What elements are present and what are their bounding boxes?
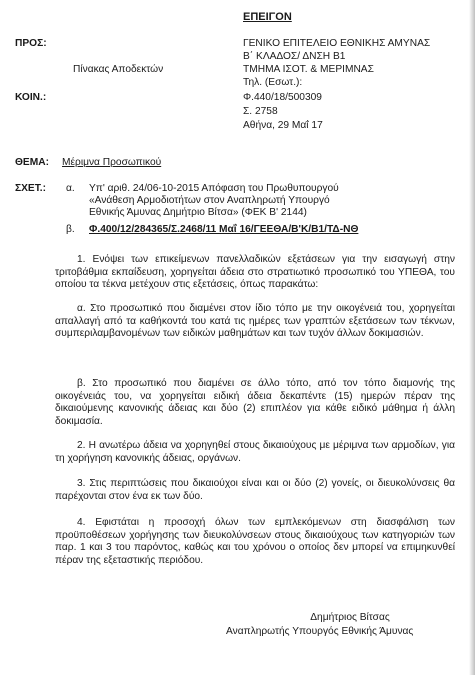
subject-text: Μέριμνα Προσωπικού — [62, 157, 162, 168]
ref-number: Φ.440/18/500309 — [243, 92, 322, 103]
cc-label: ΚΟΙΝ.: — [15, 92, 47, 103]
paragraph-1b: β. Στο προσωπικό που διαμένει σε άλλο τόπο, από τον τόπο διαμονής της οικογένειάς του, να χορηγείται ειδική άδεια δεκαπέντε (15) ημερών πέραν της δικαιούμενης κανονικής άδειας και δύο (2) επιπλέον για κάθε ειδικό μάθημα ή άλλη δοκιμασία. — [55, 378, 455, 427]
scan-edge-shadow — [469, 0, 475, 675]
reference-b-line-1: Φ.400/12/284365/Σ.2468/11 Μαΐ 16/ΓΕΕΘΑ/Β'Κ/Β1/ΤΔ-ΝΘ — [89, 224, 359, 235]
to-line-3: ΤΜΗΜΑ ΙΣΟΤ. & ΜΕΡΙΜΝΑΣ — [243, 64, 374, 75]
ref-sub-number: Σ. 2758 — [243, 106, 278, 117]
to-line-2: Β΄ ΚΛΑΔΟΣ/ ΔΝΣΗ Β1 — [243, 51, 346, 62]
recipients-table-label: Πίνακας Αποδεκτών — [73, 64, 164, 75]
paragraph-1a: α. Στο προσωπικό που διαμένει στον ίδιο τόπο με την οικογένειά του, χορηγείται απαλλαγή από τα καθήκοντά του κατά τις ημέρες των γραπτών εξετάσεων των τέκνων, συμπεριλαμβανομένων των ειδικών μαθημάτων και των τυχόν άλλων δοκιμασιών. — [55, 303, 455, 340]
reference-a-line-2: «Ανάθεση Αρμοδιοτήτων στον Αναπληρωτή Υπουργό — [89, 195, 330, 206]
paragraph-3: 3. Στις περιπτώσεις που δικαιούχοι είναι και οι δύο (2) γονείς, οι διευκολύνσεις θα παρέχονται στον ένα εκ των δύο. — [55, 478, 455, 502]
paragraph-1: 1. Ενόψει των επικείμενων πανελλαδικών εξετάσεων για την εισαγωγή στην τριτοβάθμια εκπαίδευση, χορηγείται άδεια στο στρατιωτικό προσωπικό του ΥΠΕΘΑ, του οποίου τα τέκνα μετέχουν στις εξετάσεις, όπως παρακάτω: — [55, 254, 455, 291]
signatory-name: Δημήτριος Βίτσας — [310, 612, 390, 623]
subject-label: ΘΕΜΑ: — [15, 157, 49, 168]
reference-a-line-3: Εθνικής Άμυνας Δημήτριο Βίτσα» (ΦΕΚ Β' 2144) — [89, 207, 307, 218]
paragraph-4: 4. Εφιστάται η προσοχή όλων των εμπλεκόμενων στη διασφάλιση των προϋποθέσεων χορήγησης των διευκολύνσεων στους δικαιούχους των κατηγοριών των παρ. 1 και 3 του παρόντος, καθώς και του χρόνου ο οποίος δεν μπορεί να επιμηκυνθεί πέραν της εξεταστικής περιόδου. — [55, 517, 455, 566]
to-line-4: Τηλ. (Εσωτ.): — [243, 77, 303, 88]
reference-a-line-1: Υπ' αριθ. 24/06-10-2015 Απόφαση του Πρωθυπουργού — [89, 183, 339, 194]
reference-b-letter: β. — [66, 224, 75, 235]
place-date: Αθήνα, 29 Μαΐ 17 — [243, 120, 323, 131]
to-label: ΠΡΟΣ: — [15, 38, 47, 49]
reference-a-letter: α. — [66, 183, 75, 194]
to-line-1: ΓΕΝΙΚΟ ΕΠΙΤΕΛΕΙΟ ΕΘΝΙΚΗΣ ΑΜΥΝΑΣ — [243, 38, 431, 49]
signatory-title: Αναπληρωτής Υπουργός Εθνικής Άμυνας — [226, 626, 414, 637]
classification-label: ΕΠΕΙΓΟΝ — [243, 11, 292, 23]
reference-label: ΣΧΕΤ.: — [15, 183, 47, 194]
paragraph-2: 2. Η ανωτέρω άδεια να χορηγηθεί στους δικαιούχους με μέριμνα των αρμοδίων, για τη χορήγηση κανονικής άδειας, οργάνων. — [55, 440, 455, 464]
